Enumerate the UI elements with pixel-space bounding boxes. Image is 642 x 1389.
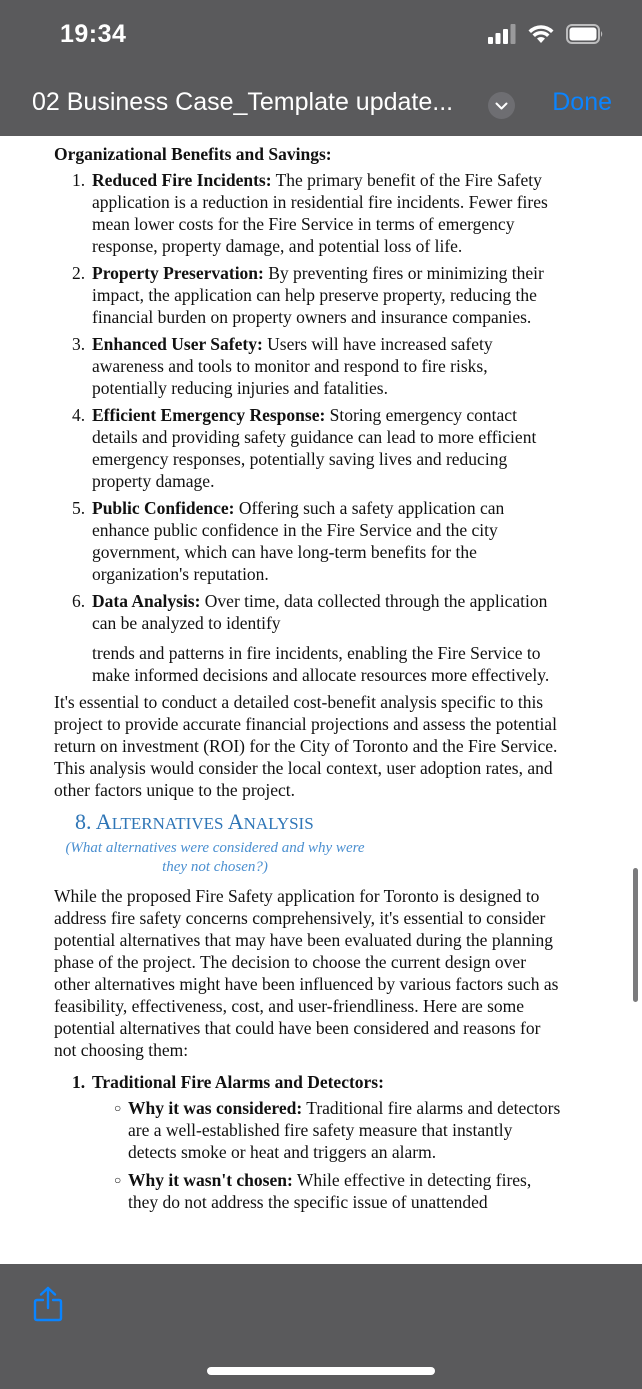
section-8-subtitle: (What alternatives were considered and why were they not chosen?) (65, 840, 365, 875)
document-title[interactable]: 02 Business Case_Template update... (32, 88, 454, 116)
cost-benefit-paragraph: It's essential to conduct a detailed cost-benefit analysis specific to this project to provide accurate financial projections and assess the potential return on investment (ROI) for the City of Toronto and the Fire Service. This analysis would consider the local context, user adoption rates, and other factors unique to the project. (54, 692, 558, 800)
title-menu-button[interactable] (488, 92, 515, 119)
document-content (54, 143, 564, 1219)
scroll-indicator[interactable] (633, 868, 638, 1002)
list-item: ○ Why it wasn't chosen: While effective in detecting fires, they do not address the specific issue of unattended (114, 1170, 532, 1212)
list-item: 3. Enhanced User Safety: Users will have increased safety awareness and tools to monitor and respond to fire risks, potentially reducing injuries and fatalities. (72, 334, 493, 398)
alternative-1-heading: 1. Traditional Fire Alarms and Detectors: (72, 1072, 384, 1092)
section-8-heading: 8. ALTERNATIVES ANALYSIS (75, 809, 314, 834)
share-icon (32, 1286, 64, 1322)
wifi-icon (528, 24, 554, 44)
list-item: 1. Reduced Fire Incidents: The primary benefit of the Fire Safety application is a reduction in residential fire incidents. Fewer fires mean lower costs for the Fire Service in terms of emergency response, property damage, and potential loss of life. (72, 170, 548, 256)
nav-bar (0, 72, 642, 136)
battery-icon (566, 24, 604, 44)
status-bar (0, 0, 642, 72)
bottom-toolbar (0, 1264, 642, 1389)
list-item: 4. Efficient Emergency Response: Storing emergency contact details and providing safety guidance can lead to more efficient emergency responses, potentially saving lives and reducing property damage. (72, 405, 537, 491)
status-time: 19:34 (60, 20, 127, 48)
alternatives-intro: While the proposed Fire Safety application for Toronto is designed to address fire safety concerns comprehensively, it's essential to consider potential alternatives that may have been evaluated during the planning phase of the project. The decision to choose the current design over other alternatives might have been influenced by various factors such as feasibility, effectiveness, cost, and user-friendliness. Here are some potential alternatives that could have been considered and reasons for not choosing them: (54, 886, 559, 1060)
benefits-heading: Organizational Benefits and Savings: (54, 144, 332, 164)
chevron-down-icon (495, 102, 508, 110)
list-item: 2. Property Preservation: By preventing fires or minimizing their impact, the application can help preserve property, reducing the financial burden on property owners and insurance companies. (72, 263, 544, 327)
status-icons (488, 24, 604, 44)
signal-icon (488, 24, 516, 44)
benefits-list (54, 169, 564, 686)
home-indicator[interactable] (207, 1367, 435, 1375)
list-item-continuation: trends and patterns in fire incidents, enabling the Fire Service to make informed decisions and allocate resources more effectively. (92, 643, 550, 685)
document-page[interactable] (0, 136, 642, 1264)
list-item: ○ Why it was considered: Traditional fire alarms and detectors are a well-established fire safety measure that instantly detects smoke or heat and triggers an alarm. (114, 1098, 561, 1162)
list-item: 6. Data Analysis: Over time, data collected through the application can be analyzed to identify trends and patterns in fire incidents, enabling the Fire Service to make informed decisions and allocate resources more effectively. (54, 590, 564, 686)
alternative-1-bullets (54, 1097, 564, 1213)
done-button[interactable]: Done (552, 88, 612, 116)
share-button[interactable] (32, 1286, 64, 1327)
list-item: 5. Public Confidence: Offering such a safety application can enhance public confidence in the Fire Service and the city government, which can have long-term benefits for the organization's reputation. (72, 498, 505, 584)
